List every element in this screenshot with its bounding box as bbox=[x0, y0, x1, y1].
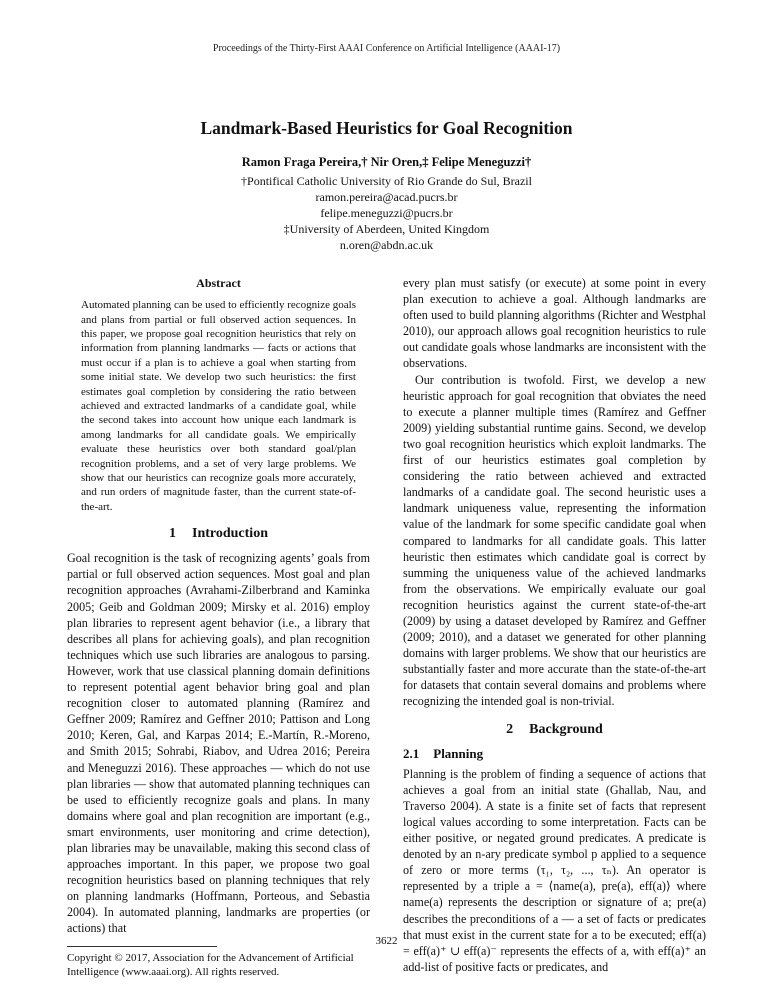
section-number: 1 bbox=[169, 526, 176, 542]
affiliations bbox=[0, 173, 773, 253]
section-title: Introduction bbox=[192, 526, 268, 542]
paper-title: Landmark-Based Heuristics for Goal Recognition bbox=[200, 118, 573, 138]
abstract-heading: Abstract bbox=[196, 276, 241, 290]
section-background-heading bbox=[403, 722, 706, 738]
left-column bbox=[67, 275, 370, 979]
email-ramon: ramon.pereira@acad.pucrs.br bbox=[315, 190, 458, 204]
affiliation-aberdeen: ‡University of Aberdeen, United Kingdom bbox=[283, 222, 490, 236]
introduction-paragraph: Goal recognition is the task of recognizing agents’ goals from partial or full observed action sequences. Most goal and plan recognition approaches (Avrahami-Zilberbrand and Kaminka 2005; Geib and Goldman 2009; Mirsky et al. 2016) employ plan libraries to represent agent behavior (i.e., a library that describes all plans for achieving goals), and plan recognition techniques which use such libraries are analogous to parsing. However, work that use classical planning domain definitions to represent potential agent behavior bring goal and plan recognition closer to automated planning (Ramírez and Geffner 2009; Ramírez and Geffner 2010; Pattison and Long 2010; Keren, Gal, and Karpas 2014; E.-Martín, R.-Moreno, and Smith 2015; Sohrabi, Riabov, and Udrea 2016; Pereira and Meneguzzi 2016). These approaches — which do not use plan libraries — show that automated planning techniques can be used to efficiently recognize goals and plans. In many domains where goal and plan recognition are important (e.g., smart environments, user monitoring and crime detection), plan libraries may be unavailable, making this second class of approaches important. In this paper, we propose two goal recognition heuristics based on planning techniques that rely on planning landmarks (Hoffmann, Porteous, and Sebastia 2004). In automated planning, landmarks are properties (or actions) that bbox=[67, 551, 370, 936]
subsection-planning-heading bbox=[403, 746, 706, 762]
section-title: Background bbox=[529, 721, 603, 737]
proceedings-header: Proceedings of the Thirty-First AAAI Conference on Artificial Intelligence (AAAI-17) bbox=[212, 43, 561, 54]
email-nir: n.oren@abdn.ac.uk bbox=[339, 238, 434, 252]
copyright-footnote: Copyright © 2017, Association for the Advancement of Artificial Intelligence (www.aaai.org). All rights reserved. bbox=[67, 951, 354, 978]
author-list: Ramon Fraga Pereira,† Nir Oren,‡ Felipe Meneguzzi† bbox=[241, 155, 532, 169]
subsection-title: Planning bbox=[433, 745, 484, 761]
subsection-number: 2.1 bbox=[403, 745, 420, 761]
intro-continuation-paragraph: every plan must satisfy (or execute) at some point in every plan execution to achieve a goal. Although landmarks are often used to build planning algorithms (Richter and Westphal 2010), our approach allows goal recognition heuristics to rule out candidate goals whose landmarks are inconsistent with the observations. bbox=[403, 276, 706, 371]
email-felipe: felipe.meneguzzi@pucrs.br bbox=[320, 206, 453, 220]
abstract-text: Automated planning can be used to efficiently recognize goals and plans from partial or full observed action sequences. In this paper, we propose goal recognition heuristics that rely on information from planning landmarks — facts or actions that must occur if a plan is to achieve a goal when starting from some initial state. We develop two such heuristics: the first estimates goal completion by considering the ratio between achieved and extracted landmarks of a candidate goal, while the second takes into account how unique each landmark is among landmarks for all candidate goals. We empirically evaluate these heuristics over both standard goal/plan recognition problems, and a set of very large problems. We show that our heuristics can recognize goals more accurately, and run orders of magnitude faster, than the current state-of-the-art. bbox=[81, 299, 356, 513]
affiliation-pucrs: †Pontifical Catholic University of Rio Grande do Sul, Brazil bbox=[241, 174, 532, 188]
section-introduction-heading bbox=[67, 526, 370, 542]
right-column bbox=[403, 275, 706, 975]
contribution-paragraph: Our contribution is twofold. First, we develop a new heuristic approach for goal recognition that obviates the need to execute a planner multiple times (Ramírez and Geffner 2009) yielding substantial runtime gains. Second, we develop two goal recognition heuristics which exploit landmarks. The first of our heuristics estimates goal completion by considering the ratio between achieved and extracted landmarks of a candidate goal. The second heuristic uses a landmark uniqueness value, representing the information value of the landmark for some specific candidate goal when compared to landmarks for all candidate goals. This latter heuristic then estimates which candidate goal is correct by summing the uniqueness value of the achieved landmarks from the observations. We empirically evaluate our goal recognition heuristics against the current state-of-the-art (2009) by using a dataset developed by Ramírez and Geffner (2009; 2010), and a dataset we generated for other planning domains with larger problems. We show that our heuristics are substantially faster and more accurate than the state-of-the-art for datasets that contain several domains and problems where recognizing the intended goal is non-trivial. bbox=[403, 372, 706, 709]
section-number: 2 bbox=[506, 721, 514, 737]
planning-paragraph: Planning is the problem of finding a sequence of actions that achieves a goal from an initial state (Ghallab, Nau, and Traverso 2004). A state is a finite set of facts that represent logical values according to some interpretation. Facts can be either positive, or negated ground predicates. A predicate is denoted by an n-ary predicate symbol p applied to a sequence of zero or more terms (τ₁, τ₂, ..., τₙ). An operator is represented by a triple a = ⟨name(a), pre(a), eff(a)⟩ where name(a) represents the description or signature of a; pre(a) describes the preconditions of a — a set of facts or predicates that must exist in the current state for a to be executed; eff(a) = eff(a)⁺ ∪ eff(a)⁻ represents the effects of a, with eff(a)⁺ an add-list of positive facts or predicates, and bbox=[403, 766, 706, 974]
page-number: 3622 bbox=[375, 935, 398, 947]
